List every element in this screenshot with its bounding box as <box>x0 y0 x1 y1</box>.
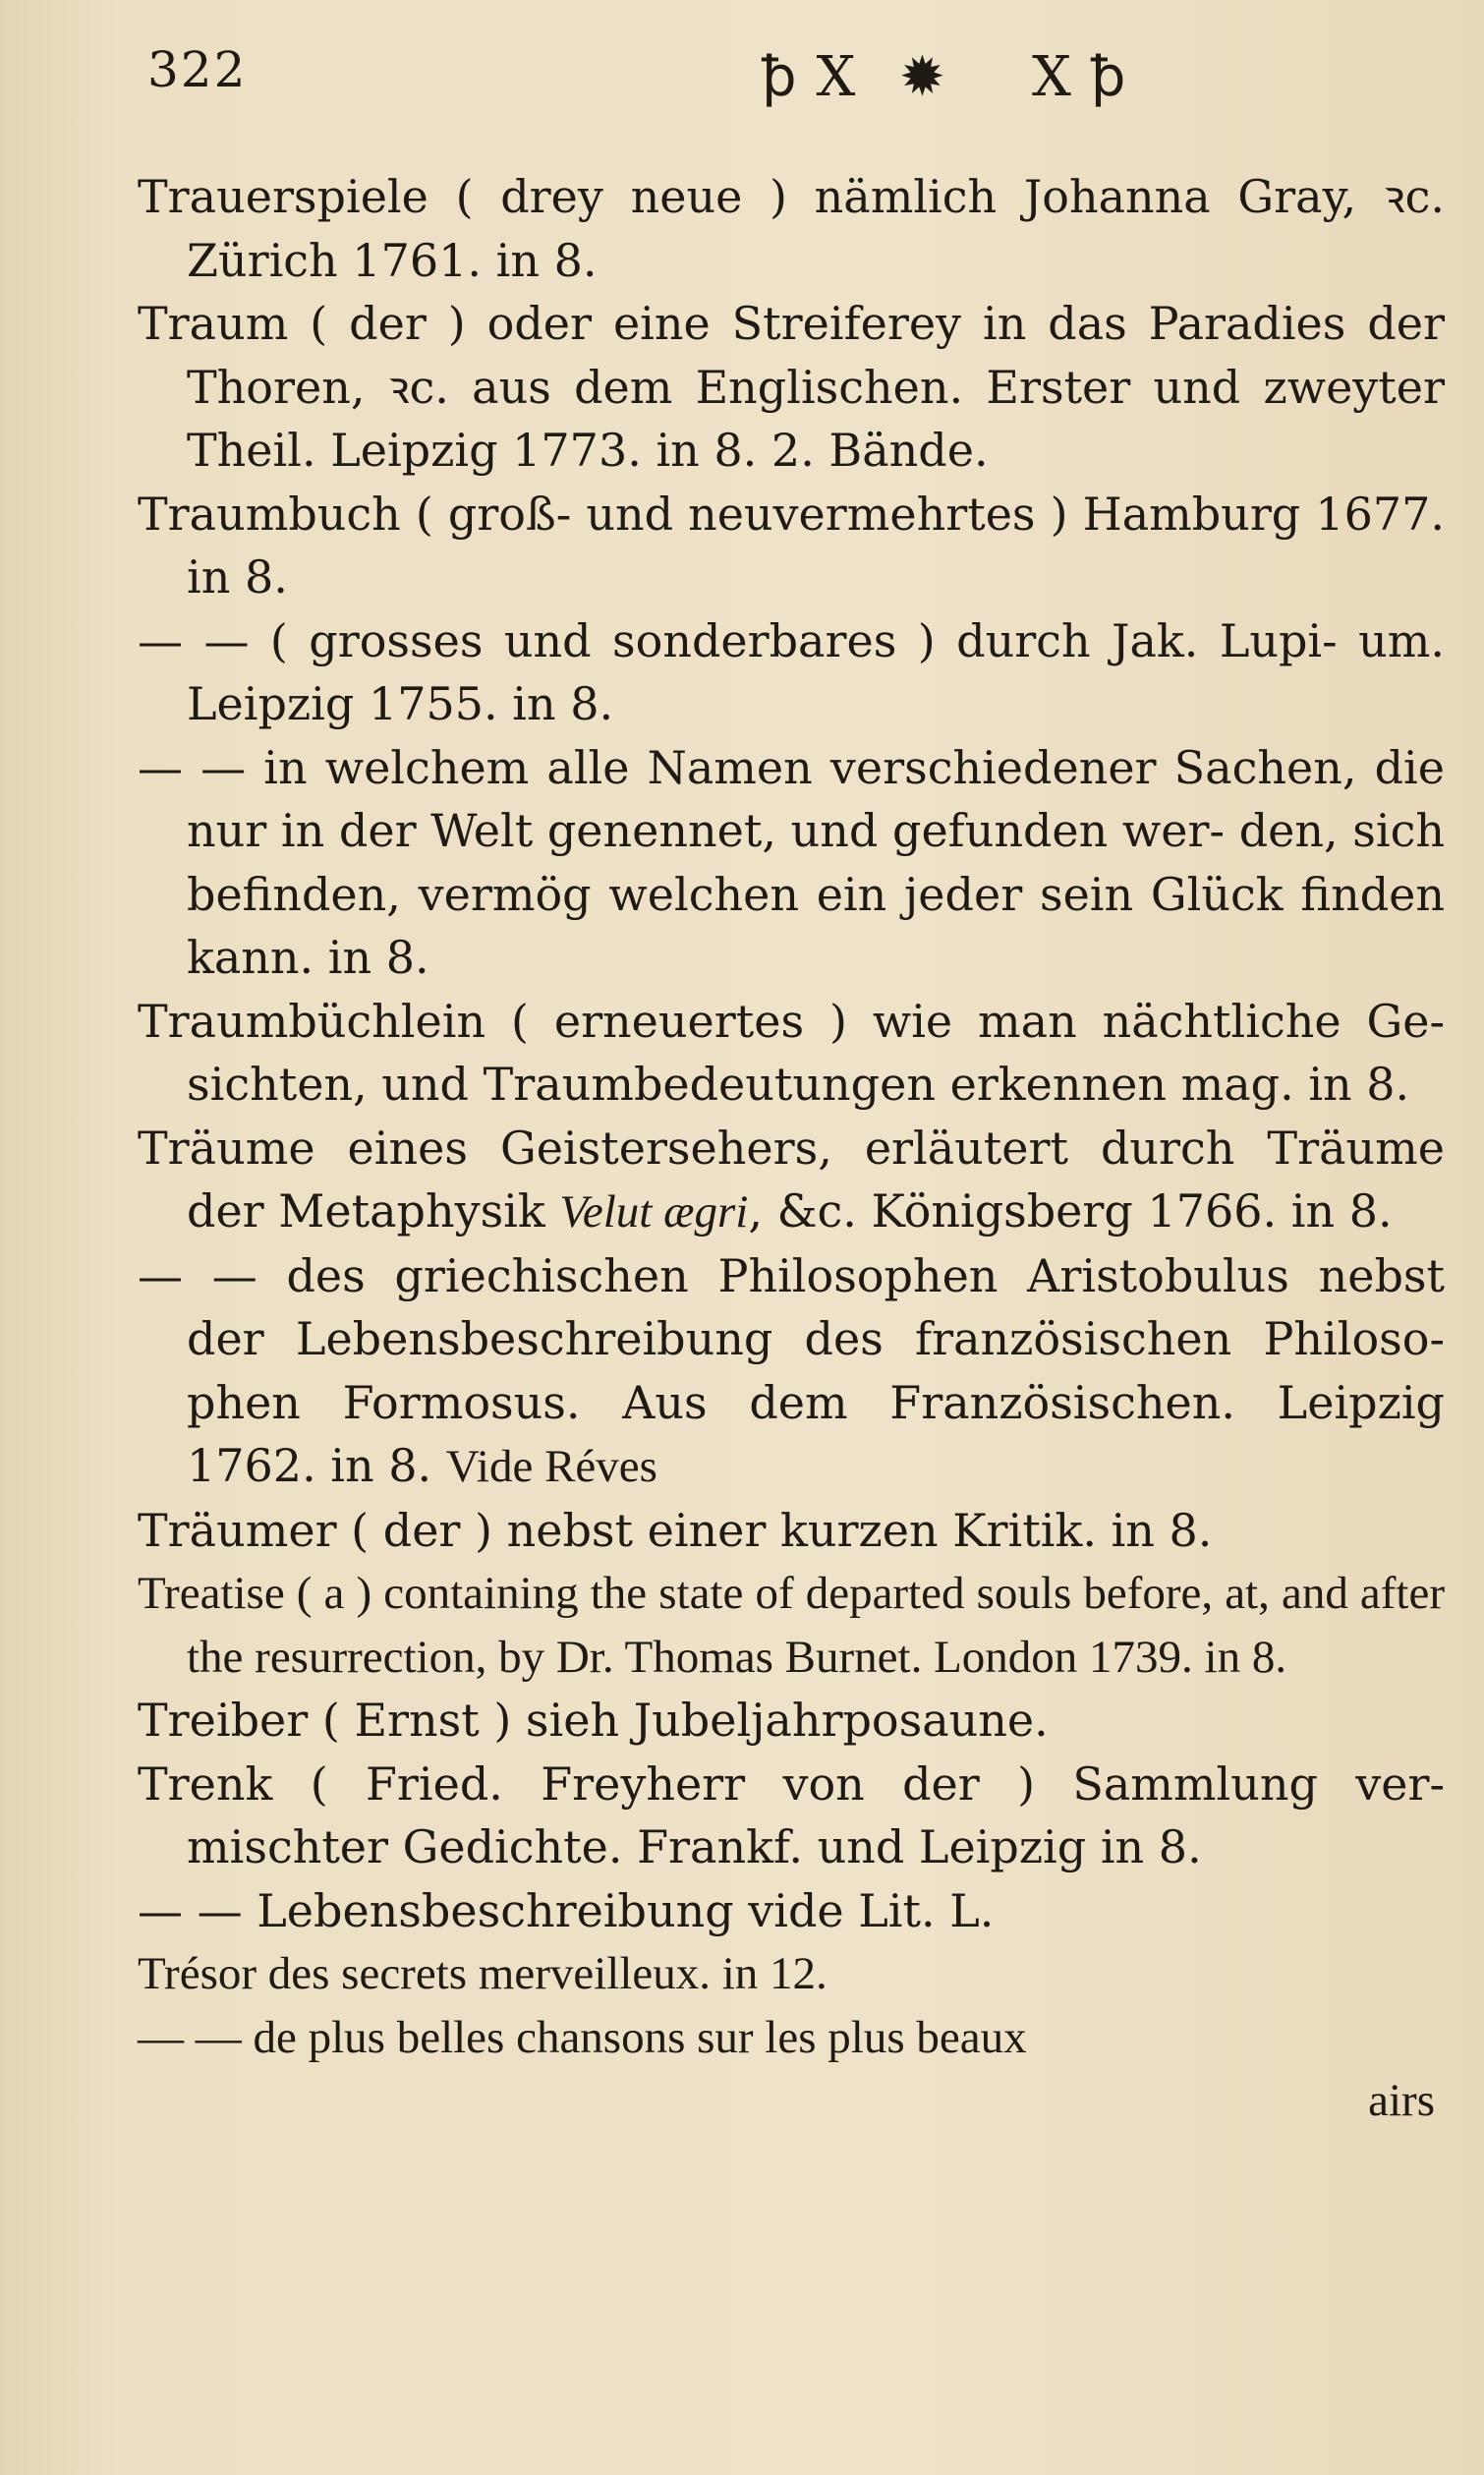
index-entries <box>138 165 1445 2133</box>
index-entry: Trenk ( Fried. Freyherr von der ) Sammlung ver- mischter Gedichte. Frankf. und Leipzig in 8. <box>138 1756 1445 1873</box>
index-entry <box>138 2006 1445 2133</box>
ornament-right-icon: Xꝥ <box>1032 45 1146 109</box>
entry-text: — — des griechischen Philosophen Aristobulus nebst der Lebensbeschreibung des französischen Philoso- phen Formosus. Aus dem Französischen. Leipzig 1762. in 8. <box>138 1248 1445 1492</box>
index-entry: Trauerspiele ( drey neue ) nämlich Johanna Gray, ꝛc. Zürich 1761. in 8. <box>138 170 1445 287</box>
index-entry: Treatise ( a ) containing the state of departed souls before, at, and after the resurrection, by Dr. Thomas Burnet. London 1739. in 8. <box>138 1568 1445 1683</box>
index-entry <box>138 1117 1445 1244</box>
ornament-left-icon: ꝥX <box>762 45 876 109</box>
entry-text: , &c. Königsberg 1766. in 8. <box>748 1184 1393 1238</box>
catchword: airs <box>1368 2075 1435 2126</box>
index-entry: Traum ( der ) oder eine Streiferey in das Paradies der Thoren, ꝛc. aus dem Englischen. Erster und zweyter Theil. Leipzig 1773. in 8. 2. Bände. <box>138 297 1445 477</box>
page-header <box>147 41 1464 130</box>
header-ornament <box>762 45 1146 124</box>
entry-latin-quote: Velut ægri <box>559 1186 749 1238</box>
index-entry: Trésor des secrets merveilleux. in 12. <box>138 1948 828 1999</box>
index-entry <box>138 1244 1445 1499</box>
index-entry: Traumbuch ( groß- und neuvermehrtes ) Hamburg 1677. in 8. <box>138 487 1445 604</box>
index-entry: — — in welchem alle Namen verschiedener Sachen, die nur in der Welt genennet, und gefunden wer- den, sich befinden, vermög welchen ein jeder sein Glück finden kann. in 8. <box>138 740 1445 984</box>
index-entry: — — ( grosses und sonderbares ) durch Jak. Lupi- um. Leipzig 1755. in 8. <box>138 613 1445 730</box>
index-entry: — — Lebensbeschreibung vide Lit. L. <box>138 1883 995 1937</box>
ornament-center-icon: ✹ <box>899 45 965 109</box>
page-number: 322 <box>147 41 248 98</box>
entry-text: — — de plus belles chansons sur les plus beaux <box>138 2011 1027 2063</box>
entry-cross-reference: Vide Réves <box>445 1441 657 1492</box>
index-entry: Treiber ( Ernst ) sieh Jubeljahrposaune. <box>138 1694 1049 1747</box>
entry-text: Träume eines Geistersehers, erläutert durch Träume der Metaphysik <box>138 1121 1445 1238</box>
index-entry: Träumer ( der ) nebst einer kurzen Kritik. in 8. <box>138 1503 1213 1557</box>
index-entry: Traumbüchlein ( erneuertes ) wie man nächtliche Ge- sichten, und Traumbedeutungen erkennen mag. in 8. <box>138 994 1445 1111</box>
